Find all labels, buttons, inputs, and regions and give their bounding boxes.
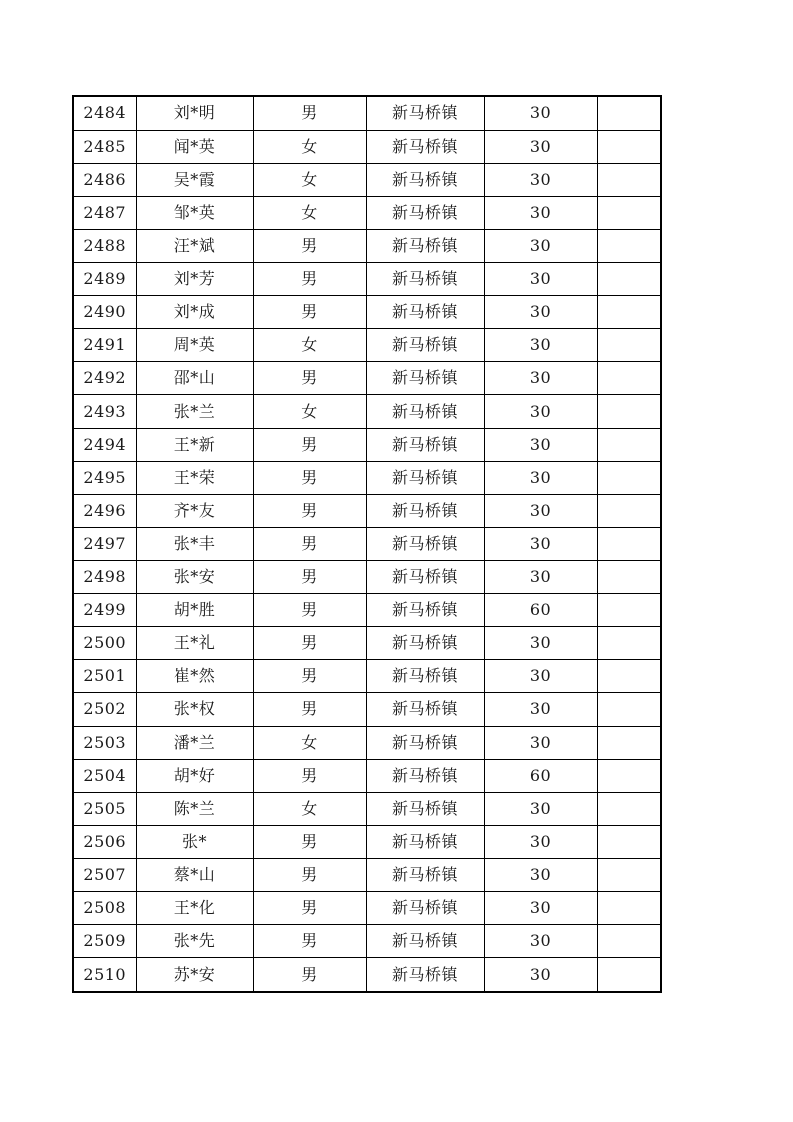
table-row [73, 726, 661, 759]
note-cell [597, 858, 661, 891]
id-cell: 2505 [73, 792, 136, 825]
gender-cell: 女 [253, 163, 366, 196]
gender-cell: 男 [253, 229, 366, 262]
town-cell: 新马桥镇 [366, 892, 484, 925]
name-cell: 王*化 [136, 892, 253, 925]
amount-cell: 30 [484, 561, 597, 594]
table-row [73, 858, 661, 891]
note-cell [597, 130, 661, 163]
note-cell [597, 395, 661, 428]
town-cell: 新马桥镇 [366, 196, 484, 229]
town-cell: 新马桥镇 [366, 925, 484, 958]
table-row [73, 263, 661, 296]
amount-cell: 30 [484, 858, 597, 891]
id-cell: 2497 [73, 527, 136, 560]
table-row [73, 229, 661, 262]
table-row [73, 693, 661, 726]
table-row [73, 196, 661, 229]
town-cell: 新马桥镇 [366, 858, 484, 891]
town-cell: 新马桥镇 [366, 594, 484, 627]
name-cell: 刘*成 [136, 296, 253, 329]
name-cell: 蔡*山 [136, 858, 253, 891]
town-cell: 新马桥镇 [366, 362, 484, 395]
id-cell: 2502 [73, 693, 136, 726]
name-cell: 张* [136, 825, 253, 858]
amount-cell: 30 [484, 660, 597, 693]
note-cell [597, 561, 661, 594]
amount-cell: 30 [484, 527, 597, 560]
gender-cell: 男 [253, 660, 366, 693]
table-row [73, 130, 661, 163]
amount-cell: 30 [484, 958, 597, 992]
amount-cell: 30 [484, 627, 597, 660]
town-cell: 新马桥镇 [366, 627, 484, 660]
amount-cell: 30 [484, 329, 597, 362]
gender-cell: 男 [253, 627, 366, 660]
name-cell: 胡*胜 [136, 594, 253, 627]
town-cell: 新马桥镇 [366, 561, 484, 594]
name-cell: 张*丰 [136, 527, 253, 560]
note-cell [597, 96, 661, 130]
note-cell [597, 163, 661, 196]
town-cell: 新马桥镇 [366, 163, 484, 196]
town-cell: 新马桥镇 [366, 494, 484, 527]
gender-cell: 女 [253, 792, 366, 825]
table-row [73, 660, 661, 693]
town-cell: 新马桥镇 [366, 461, 484, 494]
name-cell: 张*安 [136, 561, 253, 594]
gender-cell: 男 [253, 858, 366, 891]
id-cell: 2509 [73, 925, 136, 958]
gender-cell: 男 [253, 296, 366, 329]
note-cell [597, 892, 661, 925]
note-cell [597, 759, 661, 792]
id-cell: 2491 [73, 329, 136, 362]
note-cell [597, 296, 661, 329]
table-row [73, 494, 661, 527]
amount-cell: 30 [484, 296, 597, 329]
id-cell: 2499 [73, 594, 136, 627]
note-cell [597, 494, 661, 527]
amount-cell: 30 [484, 825, 597, 858]
id-cell: 2503 [73, 726, 136, 759]
amount-cell: 30 [484, 428, 597, 461]
id-cell: 2487 [73, 196, 136, 229]
gender-cell: 女 [253, 130, 366, 163]
amount-cell: 30 [484, 229, 597, 262]
amount-cell: 30 [484, 461, 597, 494]
table-row [73, 561, 661, 594]
amount-cell: 30 [484, 726, 597, 759]
name-cell: 苏*安 [136, 958, 253, 992]
gender-cell: 男 [253, 693, 366, 726]
amount-cell: 30 [484, 494, 597, 527]
name-cell: 王*礼 [136, 627, 253, 660]
note-cell [597, 660, 661, 693]
amount-cell: 60 [484, 759, 597, 792]
table-row [73, 296, 661, 329]
note-cell [597, 594, 661, 627]
note-cell [597, 329, 661, 362]
table-row [73, 925, 661, 958]
gender-cell: 男 [253, 362, 366, 395]
town-cell: 新马桥镇 [366, 825, 484, 858]
table-row [73, 163, 661, 196]
amount-cell: 30 [484, 892, 597, 925]
gender-cell: 男 [253, 461, 366, 494]
note-cell [597, 428, 661, 461]
town-cell: 新马桥镇 [366, 229, 484, 262]
name-cell: 吴*霞 [136, 163, 253, 196]
amount-cell: 30 [484, 693, 597, 726]
name-cell: 刘*芳 [136, 263, 253, 296]
name-cell: 刘*明 [136, 96, 253, 130]
gender-cell: 男 [253, 825, 366, 858]
table-row [73, 594, 661, 627]
note-cell [597, 792, 661, 825]
id-cell: 2493 [73, 395, 136, 428]
gender-cell: 男 [253, 561, 366, 594]
table-row [73, 527, 661, 560]
note-cell [597, 726, 661, 759]
town-cell: 新马桥镇 [366, 428, 484, 461]
amount-cell: 60 [484, 594, 597, 627]
id-cell: 2498 [73, 561, 136, 594]
name-cell: 周*英 [136, 329, 253, 362]
id-cell: 2486 [73, 163, 136, 196]
town-cell: 新马桥镇 [366, 726, 484, 759]
gender-cell: 男 [253, 96, 366, 130]
name-cell: 崔*然 [136, 660, 253, 693]
id-cell: 2501 [73, 660, 136, 693]
town-cell: 新马桥镇 [366, 660, 484, 693]
name-cell: 王*荣 [136, 461, 253, 494]
gender-cell: 男 [253, 958, 366, 992]
name-cell: 王*新 [136, 428, 253, 461]
name-cell: 张*权 [136, 693, 253, 726]
id-cell: 2504 [73, 759, 136, 792]
id-cell: 2490 [73, 296, 136, 329]
name-cell: 张*兰 [136, 395, 253, 428]
note-cell [597, 925, 661, 958]
id-cell: 2508 [73, 892, 136, 925]
table-row [73, 825, 661, 858]
town-cell: 新马桥镇 [366, 395, 484, 428]
note-cell [597, 627, 661, 660]
table-row [73, 759, 661, 792]
amount-cell: 30 [484, 96, 597, 130]
amount-cell: 30 [484, 130, 597, 163]
note-cell [597, 527, 661, 560]
town-cell: 新马桥镇 [366, 329, 484, 362]
id-cell: 2494 [73, 428, 136, 461]
name-cell: 胡*好 [136, 759, 253, 792]
name-cell: 邵*山 [136, 362, 253, 395]
town-cell: 新马桥镇 [366, 296, 484, 329]
gender-cell: 女 [253, 726, 366, 759]
note-cell [597, 229, 661, 262]
table-row [73, 96, 661, 130]
id-cell: 2506 [73, 825, 136, 858]
name-cell: 潘*兰 [136, 726, 253, 759]
table-row [73, 395, 661, 428]
amount-cell: 30 [484, 196, 597, 229]
gender-cell: 男 [253, 428, 366, 461]
note-cell [597, 958, 661, 992]
table-row [73, 792, 661, 825]
town-cell: 新马桥镇 [366, 792, 484, 825]
name-cell: 邹*英 [136, 196, 253, 229]
id-cell: 2507 [73, 858, 136, 891]
table-row [73, 329, 661, 362]
id-cell: 2496 [73, 494, 136, 527]
id-cell: 2510 [73, 958, 136, 992]
table-row [73, 362, 661, 395]
name-cell: 陈*兰 [136, 792, 253, 825]
note-cell [597, 196, 661, 229]
id-cell: 2484 [73, 96, 136, 130]
amount-cell: 30 [484, 362, 597, 395]
town-cell: 新马桥镇 [366, 759, 484, 792]
amount-cell: 30 [484, 925, 597, 958]
gender-cell: 男 [253, 527, 366, 560]
table-row [73, 892, 661, 925]
name-cell: 闻*英 [136, 130, 253, 163]
note-cell [597, 263, 661, 296]
table-row [73, 627, 661, 660]
name-cell: 汪*斌 [136, 229, 253, 262]
id-cell: 2485 [73, 130, 136, 163]
table-row [73, 461, 661, 494]
gender-cell: 女 [253, 196, 366, 229]
table-row [73, 428, 661, 461]
gender-cell: 男 [253, 925, 366, 958]
amount-cell: 30 [484, 163, 597, 196]
id-cell: 2500 [73, 627, 136, 660]
gender-cell: 女 [253, 329, 366, 362]
gender-cell: 男 [253, 892, 366, 925]
gender-cell: 男 [253, 594, 366, 627]
town-cell: 新马桥镇 [366, 130, 484, 163]
town-cell: 新马桥镇 [366, 958, 484, 992]
town-cell: 新马桥镇 [366, 693, 484, 726]
name-cell: 齐*友 [136, 494, 253, 527]
town-cell: 新马桥镇 [366, 527, 484, 560]
town-cell: 新马桥镇 [366, 96, 484, 130]
masked-names-table [72, 95, 662, 993]
note-cell [597, 461, 661, 494]
table-row [73, 958, 661, 992]
id-cell: 2489 [73, 263, 136, 296]
town-cell: 新马桥镇 [366, 263, 484, 296]
note-cell [597, 362, 661, 395]
gender-cell: 女 [253, 395, 366, 428]
gender-cell: 男 [253, 494, 366, 527]
gender-cell: 男 [253, 759, 366, 792]
gender-cell: 男 [253, 263, 366, 296]
name-cell: 张*先 [136, 925, 253, 958]
id-cell: 2488 [73, 229, 136, 262]
id-cell: 2492 [73, 362, 136, 395]
id-cell: 2495 [73, 461, 136, 494]
amount-cell: 30 [484, 395, 597, 428]
amount-cell: 30 [484, 263, 597, 296]
note-cell [597, 825, 661, 858]
note-cell [597, 693, 661, 726]
amount-cell: 30 [484, 792, 597, 825]
